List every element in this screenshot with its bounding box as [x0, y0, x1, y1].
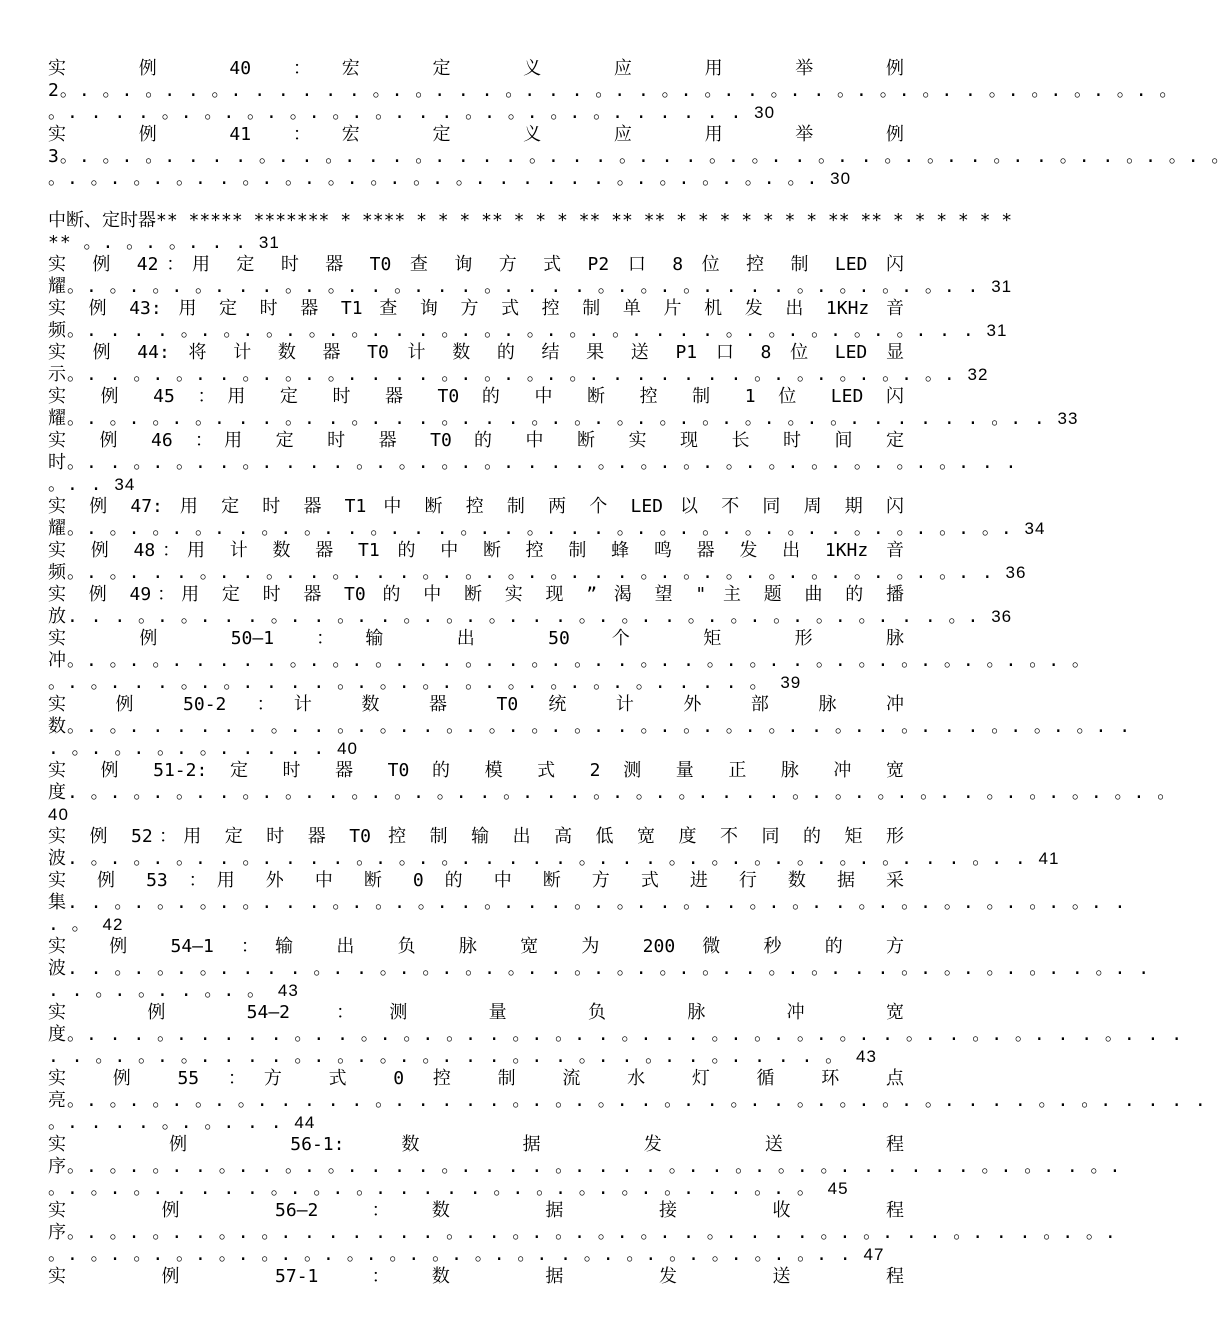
toc-page-number: 42 [102, 915, 124, 934]
toc-entry [48, 540, 1027, 584]
toc-entry [48, 1266, 904, 1288]
toc-dot-leader: 序。. 。. 。. . 。. 。. . . . . . . 。. . 。. 。. 。. 。. . 。. . . . 。. 。. . . 。. . . 。. 。. [48, 1222, 1117, 1243]
toc-page-number: 41 [1038, 849, 1060, 868]
toc-dot-leader: 亮。. 。. 。. 。. 。. . . . . 。. . . . . 。. 。. 。. . 。. . 。. . 。. 。. 。. 。. . . . 。. 。. . . . . [48, 1090, 1207, 1111]
toc-page-number: 30 [754, 103, 776, 122]
toc-page-number: 32 [967, 365, 989, 384]
toc-entry-continuation: 数 [48, 716, 67, 737]
toc-entry-title: 实 例 54—2 ：测 量 负 脉 冲 宽 [48, 1002, 904, 1023]
toc-section-heading: 中断、定时器** ***** ******* * **** * * * ** * * * ** ** ** * * * * * * * ** ** * * * * * * ** 。. 。. 。. . . 31 [48, 210, 1013, 253]
toc-page-number: 36 [991, 607, 1013, 626]
toc-entry-title: 实 例 47: 用 定 时 器 T1 中 断 控 制 两 个 LED 以 不 同 周 期 闪 [48, 496, 904, 517]
toc-entry-continuation: 亮 [48, 1090, 67, 1111]
toc-entry [48, 584, 1013, 628]
toc-page-number: 30 [830, 169, 852, 188]
toc-entry [48, 342, 989, 386]
toc-entry: 实 例 56—2 ：数 据 接 收 程 序。. 。. 。. . 。. 。. . . . . . . 。. . 。. 。. 。. 。. . 。. . . . 。. 。. . . 。. . . 。. 。. 。. 。. 。. 。. 。. 。. 。. 。. 。. 。. 。. 。. . 。. 。. 。. 。. 。. 。. . 47 [48, 1200, 1117, 1265]
toc-dot-leader: 耀。. 。. 。. 。. . . 。. . 。. . . 。. . . 。. 。. 。. 。. 。. 。. 。. 。. . . . . . 。. . 33 [48, 408, 1079, 429]
toc-dot-leader: 波. 。. 。. 。. . 。. . . . 。. 。. 。. . . . . 。. . . 。. 。. 。. 。. 。. 。. . . 。. . 41 [48, 848, 1060, 869]
toc-dot-leader: 耀。. 。. 。. 。. . 。. 。. . 。. . . 。. . 。. . . 。. 。. 。. 。. 。. . 。. 。. 。. 。. 34 [48, 518, 1046, 539]
toc-entry-title: 实 例 57-1 ：数 据 发 送 程 [48, 1266, 904, 1287]
toc-page-number: 34 [1024, 519, 1046, 538]
toc-dot-leader: 度。. . . 。. . . . . 。. . 。. 。. 。. . 。. 。. . 。. . . 。. 。. 。. 。. . 。. . 。. 。. . . 。. . . [48, 1024, 1184, 1045]
toc-page-number: 36 [1005, 563, 1027, 582]
toc-entry: 实 例 55 ：方 式 0 控 制 流 水 灯 循 环 点 亮。. 。. 。. 。. 。. . . . . 。. . . . . 。. 。. 。. . 。. . 。. . 。. 。. 。. 。. . . . 。. 。. . . . . 。. . . . 。. 。. . . 44 [48, 1068, 1207, 1133]
toc-entry-title: 实 例 41 ：宏 定 义 应 用 举 例 [48, 124, 904, 145]
toc-entry-continuation: 示 [48, 364, 67, 385]
table-of-contents [48, 58, 1230, 1288]
toc-page-number: 43 [856, 1047, 877, 1066]
toc-entry-title: 实 例 50—1 ：输 出 50 个 矩 形 脉 [48, 628, 904, 649]
toc-entry-continuation: 2 [48, 80, 60, 101]
toc-entry-continuation: 序 [48, 1222, 67, 1243]
toc-entry-title: 实 例 46 ：用 定 时 器 T0 的 中 断 实 现 长 时 间 定 [48, 430, 904, 451]
toc-entry-title: 实 例 45 ：用 定 时 器 T0 的 中 断 控 制 1 位 LED 闪 [48, 386, 904, 407]
toc-entry-title: 实 例 42：用 定 时 器 T0 查 询 方 式 P2 口 8 位 控 制 LED 闪 [48, 254, 904, 275]
toc-entry: 实 例 40 ：宏 定 义 应 用 举 例 2。. 。. 。. . 。. . . . . . 。. 。. . . 。. . . 。. . 。. 。. . 。. . 。. 。. 。. . 。. 。. 。. 。. 。 。. . . . 。. 。. 。. 。. 。. 。. . . 。. 。. 。. 。. . . . . . 30 [48, 58, 1179, 123]
toc-entry [48, 826, 1060, 870]
toc-entry: 实 例 54—2 ：测 量 负 脉 冲 宽 度。. . . 。. . . . . 。. . 。. 。. 。. . 。. 。. . 。. . . 。. 。. 。. 。. . 。. . 。. 。. . . 。. . . . . 。. 。. 。. . . . 。. 。. 。. 。. . . 。. . 。. . 。. . 。. . . . 。 43 [48, 1002, 1184, 1067]
toc-entry [48, 298, 1008, 342]
toc-page-number: 33 [1057, 409, 1079, 428]
toc-entry-title: 实 例 48：用 计 数 器 T1 的 中 断 控 制 蜂 鸣 器 发 出 1KHz 音 [48, 540, 904, 561]
toc-dot-leader: 波. . 。. 。. 。. . . . 。. . 。. 。. 。. 。. . 。. 。. 。. 。. . 。. 。. . . 。. 。. 。. 。. . 。. . [48, 958, 1151, 979]
toc-entry: 实 例 50-2 ：计 数 器 T0 统 计 外 部 脉 冲 数。. 。. . . . . . 。. . 。. 。. . 。. 。. 。. 。. . 。. 。. 。. 。. . 。. . 。. . . 。. 。. 。. . . 。. 。. 。. 。. . . . . 40 [48, 694, 1132, 759]
toc-entry-title: 实 例 54—1 ：输 出 负 脉 宽 为 200 微 秒 的 方 [48, 936, 904, 957]
toc-entry: 实 例 56-1: 数 据 发 送 程 序。. 。. 。. . 。. . 。. 。. . . . 。. . . . 。. . . . 。. . 。. 。. 。. . . . . . 。. 。. . 。. 。. 。. 。. . . . . 。. 。. 。. . . . . 。. 。. 。. 。. 。. . . 。. 。 45 [48, 1134, 1122, 1199]
toc-page-number: 34 [114, 475, 136, 494]
toc-page-number: 31 [258, 233, 280, 252]
toc-dot-leader: 度. 。. 。. 。. . 。. 。. . 。. 。. 。. . 。. . . 。. 。. 。. . . . 。. 。. 。. 。. . 。. 。. 。. 。. 。 [48, 782, 1177, 803]
toc-dot-leader: 2。. 。. 。. . 。. . . . . . 。. 。. . . 。. . . 。. . 。. 。. . 。. . 。. 。. 。. . 。. 。. 。. 。. 。 [48, 80, 1179, 101]
toc-page-number: 31 [991, 277, 1013, 296]
toc-entry-continuation: 冲 [48, 650, 67, 671]
toc-entry: 实 例 50—1 ：输 出 50 个 矩 形 脉 冲。. 。. 。. . . . . 。. 。. 。. . . 。. . 。. 。. . 。. . 。. 。. . 。. 。. 。. 。. 。. 。. 。 。. 。. . . 。. 。. . . . 。. 。. 。. 。. 。. 。. 。. 。. . . . 。 39 [48, 628, 1091, 693]
toc-section-title: 中断、定时器 [48, 210, 156, 231]
toc-dot-leader: 序。. 。. 。. . 。. . 。. 。. . . . 。. . . . 。. . . . 。. . 。. 。. 。. . . . . . 。. 。. . 。. [48, 1156, 1122, 1177]
toc-entry-continuation: 波 [48, 848, 67, 869]
toc-entry [48, 760, 1177, 826]
toc-entry-title: 实 例 52：用 定 时 器 T0 控 制 输 出 高 低 宽 度 不 同 的 矩 形 [48, 826, 904, 847]
toc-dot-leader: 耀。. 。. 。. 。. . . 。. 。. . 。. . . 。. . . . 。. 。. 。. . . . 。. 。. 。. 。. . 31 [48, 276, 1013, 297]
toc-page-number: 43 [277, 981, 299, 1000]
toc-page-number: 31 [986, 321, 1008, 340]
toc-entry-continuation: 度 [48, 1024, 67, 1045]
toc-entry-title: 实 例 40 ：宏 定 义 应 用 举 例 [48, 58, 904, 79]
toc-page-number: 39 [780, 673, 802, 692]
toc-entry-continuation: 3 [48, 146, 60, 167]
toc-entry-continuation: 耀 [48, 408, 67, 429]
toc-entry-continuation: 频 [48, 320, 67, 341]
toc-entry: 实 例 54—1 ：输 出 负 脉 宽 为 200 微 秒 的 方 波. . 。. 。. 。. . . . 。. . 。. 。. 。. 。. . 。. 。. 。. 。. . 。. 。. . . 。. 。. 。. 。. . 。. . . . 。. 。. . 。. 。 43 [48, 936, 1151, 1001]
toc-entry-continuation: 频 [48, 562, 67, 583]
toc-dot-leader: 数。. 。. . . . . . 。. . 。. 。. . 。. 。. 。. 。. . 。. 。. 。. 。. . 。. . 。. . . 。. 。. 。. . [48, 716, 1132, 737]
toc-entry-continuation: 序 [48, 1156, 67, 1177]
toc-entry: 实 例 53 ：用 外 中 断 0 的 中 断 方 式 进 行 数 据 采 集. . 。. 。. 。. 。. . . 。. 。. 。. . 。. . . 。. 。. . 。. . 。. 。. . 。. 。. 。. 。. 。. 。. . . 。 42 [48, 870, 1127, 935]
toc-entry-continuation: 耀 [48, 518, 67, 539]
toc-page-number: 40 [48, 805, 69, 824]
toc-entry-title: 实 例 56—2 ：数 据 接 收 程 [48, 1200, 904, 1221]
toc-entry-title: 实 例 43: 用 定 时 器 T1 查 询 方 式 控 制 单 片 机 发 出 1KHz 音 [48, 298, 904, 319]
toc-entry-title: 实 例 56-1: 数 据 发 送 程 [48, 1134, 904, 1155]
toc-dot-leader: 集. . 。. 。. 。. 。. . . 。. 。. 。. . 。. . . 。. 。. . 。. . 。. 。. . 。. 。. 。. 。. 。. 。. . [48, 892, 1127, 913]
toc-entry-title: 实 例 49：用 定 时 器 T0 的 中 断 实 现 ” 渴 望 " 主 题 曲 的 播 [48, 584, 904, 605]
toc-dot-leader: 3。. 。. 。. . . . 。. . 。. . . 。. . . . 。. . . 。. . . 。. 。. . 。. . 。. 。. . 。. . 。. . 。. 。. 。 [48, 146, 1230, 167]
toc-entry-title: 实 例 53 ：用 外 中 断 0 的 中 断 方 式 进 行 数 据 采 [48, 870, 904, 891]
toc-page-number: 44 [294, 1113, 316, 1132]
toc-entry [48, 386, 1079, 430]
toc-entry-title: 实 例 50-2 ：计 数 器 T0 统 计 外 部 脉 冲 [48, 694, 904, 715]
toc-dot-leader: 示。. . 。. 。. . 。. 。. 。. . . . 。. 。. 。. 。. . . . . . . 。. 。. 。. 。. 。. 32 [48, 364, 989, 385]
toc-entry-title: 实 例 51-2: 定 时 器 T0 的 模 式 2 测 量 正 脉 冲 宽 [48, 760, 904, 781]
toc-dot-leader: 冲。. 。. 。. . . . . 。. 。. 。. . . 。. . 。. 。. . 。. . 。. 。. . 。. 。. 。. 。. 。. 。. 。 [48, 650, 1091, 671]
toc-entry-continuation: 波 [48, 958, 67, 979]
toc-entry-continuation: 度 [48, 782, 67, 803]
toc-entry [48, 254, 1013, 298]
toc-entry-continuation: 耀 [48, 276, 67, 297]
toc-entry-continuation: 集 [48, 892, 67, 913]
toc-entry-title: 实 例 55 ：方 式 0 控 制 流 水 灯 循 环 点 [48, 1068, 904, 1089]
toc-page-number: 45 [827, 1179, 849, 1198]
toc-entry-continuation: 时 [48, 452, 67, 473]
toc-dot-leader: 放. . . 。. 。. . . 。. . 。. . 。. 。. 。. . . 。. 。. . 。. 。. 。. 。. 。. . . 。. 36 [48, 606, 1013, 627]
toc-entry: 实 例 41 ：宏 定 义 应 用 举 例 3。. 。. 。. . . . 。. . 。. . . 。. . . . 。. . . 。. . . 。. 。. . 。. . 。. 。. . 。. . 。. . 。. 。. 。 。. 。. 。. 。. . 。. 。. 。. 。. 。. 。. . . . . . 。. 。. 。. 。. 。. 30 [48, 124, 1230, 189]
toc-entry: 实 例 46 ：用 定 时 器 T0 的 中 断 实 现 长 时 间 定 时。. . 。. 。. . 。. . . . 。. 。. 。. 。. . . . 。. 。. 。. 。. 。. 。. 。. 。. 。. . . 。. . 34 [48, 430, 1018, 495]
toc-dot-leader: 时。. . 。. 。. . 。. . . . 。. 。. 。. 。. . . . 。. 。. 。. 。. 。. 。. 。. 。. 。. . . [48, 452, 1018, 473]
toc-page-number: 40 [337, 739, 358, 758]
toc-entry-title: 实 例 44: 将 计 数 器 T0 计 数 的 结 果 送 P1 口 8 位 LED 显 [48, 342, 904, 363]
toc-page-number: 47 [863, 1245, 885, 1264]
toc-dot-leader: 频。. . . . 。. 。. 。. 。. 。. . . 。. 。. 。. 。. 。. . . . 。. 。. 。. 。. 。. . . 31 [48, 320, 1008, 341]
toc-dot-leader: 频。. 。. . . 。. . 。. . 。. . . 。. 。. 。. 。. . . 。. 。. 。. 。. 。. 。. 。. 。. . 36 [48, 562, 1027, 583]
toc-entry [48, 496, 1046, 540]
toc-entry-continuation: 放 [48, 606, 67, 627]
